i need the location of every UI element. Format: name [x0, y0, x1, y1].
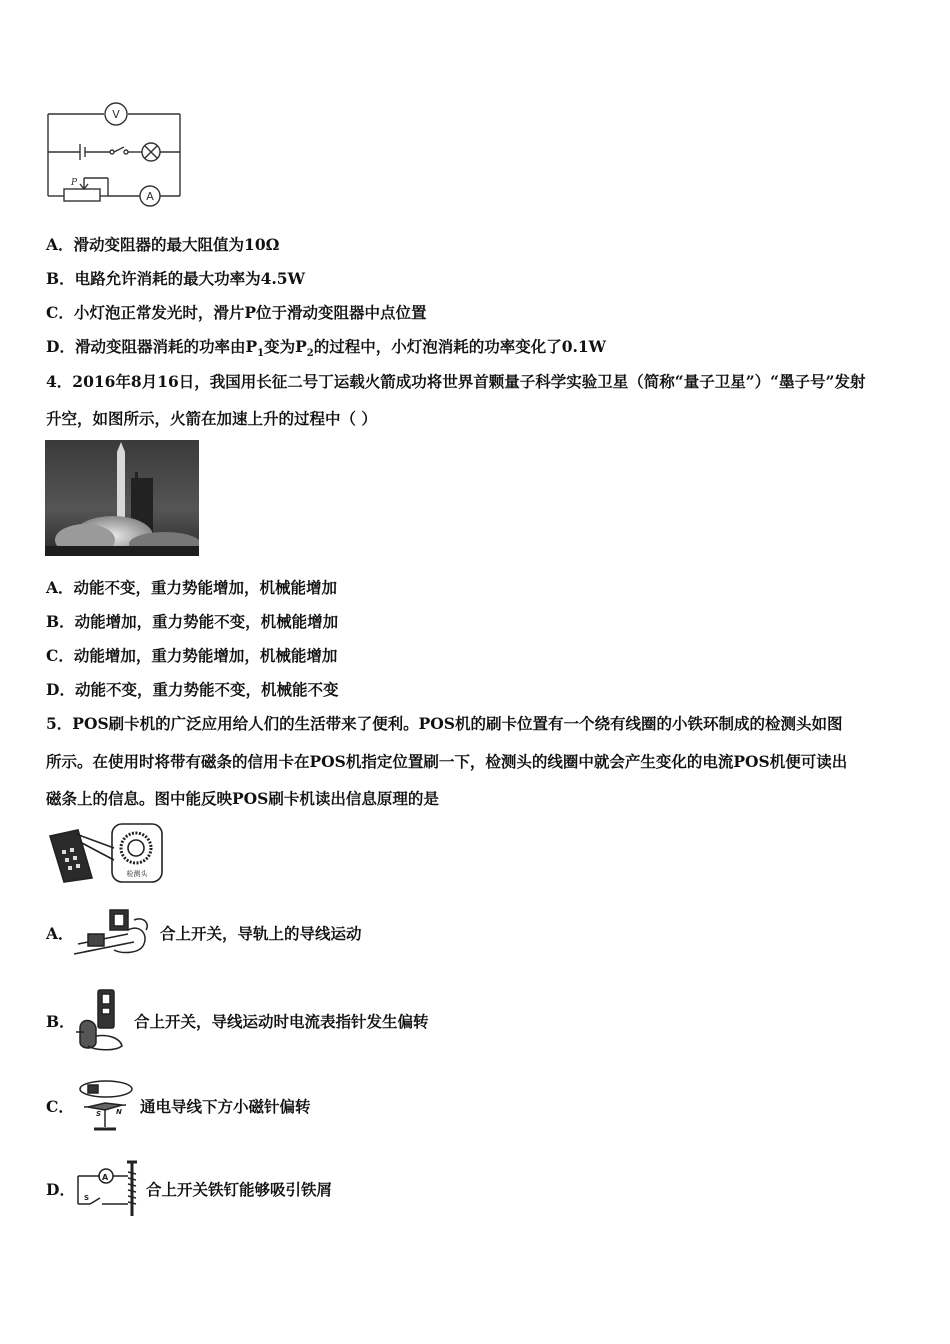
- option-text: 滑动变阻器的最大阻值为10Ω: [73, 235, 280, 254]
- compass-needle-icon: [74, 1077, 136, 1135]
- q3-option-c[interactable]: [46, 303, 427, 323]
- q4-option-c[interactable]: [46, 646, 337, 666]
- svg-text:N: N: [116, 1108, 122, 1116]
- motor-rails-icon: [74, 904, 156, 962]
- option-text: 动能增加，重力势能增加，机械能增加: [73, 646, 338, 665]
- option-letter: C．: [46, 303, 74, 322]
- q4-option-b[interactable]: [46, 612, 338, 632]
- svg-text:S: S: [84, 1194, 90, 1202]
- option-letter: B．: [46, 612, 75, 631]
- q5-option-a[interactable]: [46, 904, 362, 962]
- detector-head-label: 检测头: [126, 870, 148, 878]
- option-text: 合上开关，导轨上的导线运动: [160, 924, 362, 943]
- option-letter: C．: [46, 1097, 74, 1116]
- q3-option-d[interactable]: [46, 337, 606, 364]
- rocket-launch-photo: [45, 440, 199, 556]
- option-letter: D．: [46, 1180, 75, 1199]
- subscript: 1: [257, 348, 265, 360]
- galvanometer-wire-icon: [74, 988, 130, 1054]
- option-text: 变为P: [264, 337, 307, 356]
- option-letter: A．: [46, 578, 74, 597]
- q4-option-d[interactable]: [46, 680, 338, 700]
- q4-option-a[interactable]: [46, 578, 337, 598]
- option-text: 滑动变阻器消耗的功率由P: [74, 337, 258, 356]
- circuit-diagram: [44, 96, 184, 208]
- option-text: 合上开关，导线运动时电流表指针发生偏转: [134, 1012, 429, 1031]
- q3-option-b[interactable]: [46, 269, 305, 289]
- option-letter: A．: [46, 235, 74, 254]
- electromagnet-nail-icon: [74, 1160, 142, 1218]
- option-text: 合上开关铁钉能够吸引铁屑: [146, 1180, 333, 1199]
- option-letter: D．: [46, 337, 75, 356]
- subscript: 2: [306, 348, 314, 360]
- option-text: 小灯泡正常发光时，滑片P位于滑动变阻器中点位置: [73, 303, 427, 322]
- option-letter: C．: [46, 646, 74, 665]
- option-text: 动能增加，重力势能不变，机械能增加: [74, 612, 339, 631]
- ammeter-label: A: [146, 190, 154, 203]
- q5-stem-line1: 5．POS刷卡机的广泛应用给人们的生活带来了便利。POS机的刷卡位置有一个绕有线圈的小铁环制成的检测头如图: [46, 714, 843, 733]
- q4-stem-line2: 升空，如图所示，火箭在加速上升的过程中（ ）: [46, 409, 377, 428]
- q5-stem-line2: 所示。在使用时将带有磁条的信用卡在POS机指定位置刷一下，检测头的线圈中就会产生变化的电流POS机便可读出: [46, 752, 848, 771]
- svg-text:S: S: [96, 1110, 102, 1118]
- pos-reader-figure: [44, 820, 166, 886]
- option-text: 动能不变，重力势能增加，机械能增加: [73, 578, 338, 597]
- q5-option-d[interactable]: [46, 1160, 332, 1218]
- svg-text:A: A: [102, 1173, 109, 1182]
- option-text: 的过程中，小灯泡消耗的功率变化了0.1W: [313, 337, 607, 356]
- voltmeter-label: V: [112, 108, 120, 121]
- q5-stem-line3: 磁条上的信息。图中能反映POS刷卡机读出信息原理的是: [46, 789, 439, 808]
- option-letter: B．: [46, 269, 75, 288]
- option-letter: D．: [46, 680, 75, 699]
- q4-stem-line1: 4．2016年8月16日，我国用长征二号丁运载火箭成功将世界首颗量子科学实验卫星（简称“量子卫星”）“墨子号”发射: [46, 372, 866, 391]
- slider-label: P: [71, 178, 78, 188]
- option-text: 动能不变，重力势能不变，机械能不变: [74, 680, 339, 699]
- option-text: 电路允许消耗的最大功率为4.5W: [74, 269, 305, 288]
- q3-option-a[interactable]: [46, 235, 279, 255]
- option-letter: A．: [46, 924, 74, 943]
- q5-option-b[interactable]: [46, 988, 429, 1054]
- q5-option-c[interactable]: [46, 1077, 311, 1135]
- option-text: 通电导线下方小磁针偏转: [140, 1097, 311, 1116]
- option-letter: B．: [46, 1012, 75, 1031]
